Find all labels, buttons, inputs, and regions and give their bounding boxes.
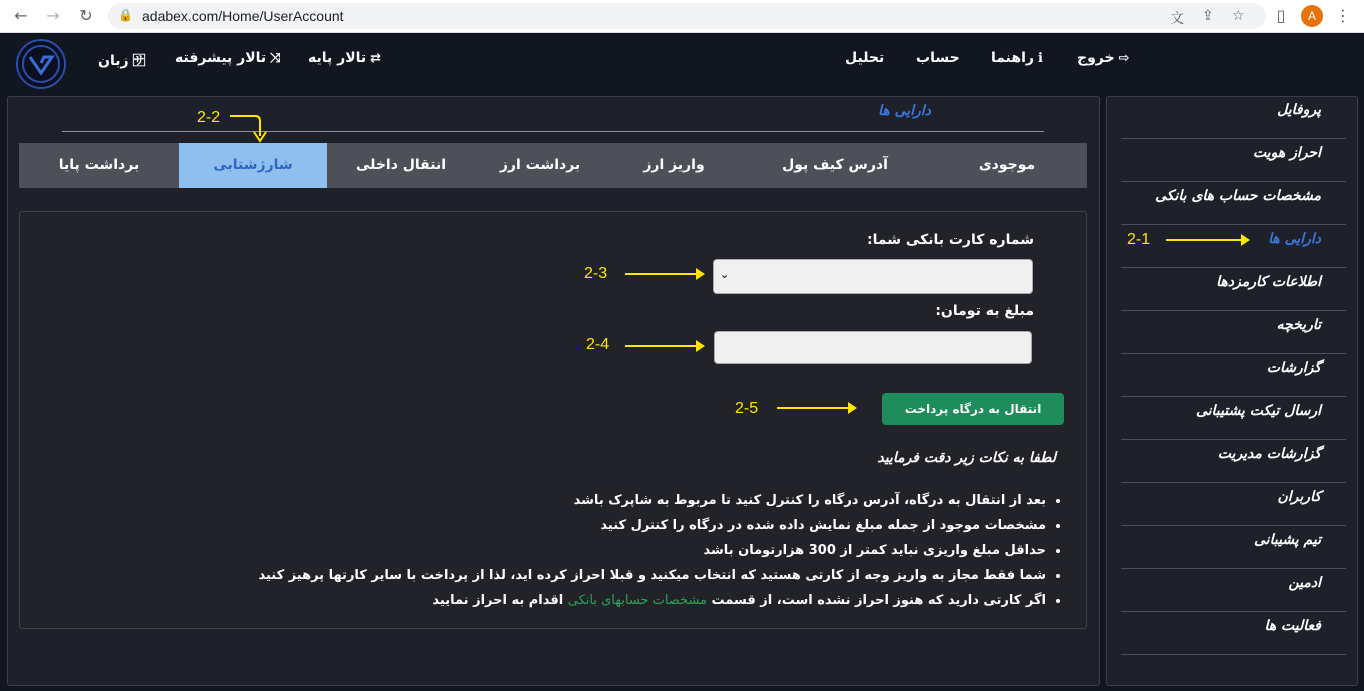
sidebar-item-admin[interactable]: ادمین (1121, 569, 1346, 612)
top-navbar (0, 34, 1364, 90)
logout-icon: ⇨ (1118, 51, 1130, 66)
nav-exit[interactable]: ⇨خروج (1077, 50, 1130, 66)
lock-icon: 🔒 (118, 8, 133, 22)
sidebar-item-profile[interactable]: پروفایل (1121, 96, 1346, 139)
annotation-2-3: 2-3 (584, 265, 608, 282)
annotation-2-4: 2-4 (586, 336, 610, 353)
annotation-2-1: 2-1 (1127, 231, 1151, 248)
list-item: • مشخصات موجود از جمله مبلغ نمایش داده شده در درگاه را کنترل کنید (200, 513, 1046, 538)
bookmark-star-icon[interactable]: ☆ (1232, 8, 1245, 24)
language-icon: 🈂 (132, 54, 146, 69)
translate-icon[interactable]: 文 (1170, 11, 1184, 27)
list-item: • بعد از انتقال به درگاه، آدرس درگاه را کنترل کنید تا مربوط به شاپرک باشد (200, 488, 1046, 513)
amount-input[interactable] (714, 331, 1032, 364)
sidebar-item-reports[interactable]: گزارشات (1121, 354, 1346, 397)
nav-basic-hall[interactable]: ⇄تالار پایه (308, 50, 382, 66)
nav-account[interactable]: حساب (916, 50, 960, 66)
title-divider (62, 131, 1044, 132)
nav-analysis[interactable]: تحلیل (845, 50, 885, 66)
amount-label: مبلغ به تومان: (935, 303, 1034, 319)
reload-icon[interactable]: ↻ (79, 6, 93, 25)
annotation-arrow-2-5 (777, 407, 855, 409)
tab-withdraw-currency[interactable]: برداشت ارز (499, 157, 581, 173)
annotation-arrow-2-1 (1166, 239, 1248, 241)
tab-deposit-currency[interactable]: واریز ارز (643, 157, 705, 173)
sidebar-item-support-team[interactable]: تیم پشیبانی (1121, 526, 1346, 569)
nav-language[interactable]: 🈂زبان (98, 53, 146, 69)
tab-paya-withdraw[interactable]: برداشت پایا (58, 157, 140, 173)
notes-list (200, 488, 1068, 613)
card-number-select[interactable] (713, 259, 1033, 294)
tab-internal-transfer[interactable]: انتقال داخلی (355, 157, 447, 173)
pay-gateway-button[interactable]: انتقال به درگاه پرداخت (882, 393, 1064, 425)
sidebar-item-history[interactable]: تاریخچه (1121, 311, 1346, 354)
nav-advanced-hall[interactable]: ⤨تالار پیشرفته (175, 50, 281, 66)
sidebar-item-ticket[interactable]: ارسال تیکت پشتیبانی (1121, 397, 1346, 440)
tab-fast-charge[interactable]: شارژشتابی (179, 143, 327, 188)
list-item: • شما فقط مجاز به واریز وجه از کارتی هستید که انتخاب میکنید و قبلا احراز کرده اید، لذا از پرداخت با سایر کارتها پرهیز کنید (200, 563, 1046, 588)
chevron-down-icon: ⌄ (720, 268, 730, 281)
sidebar-item-activities[interactable]: فعالیت ها (1121, 612, 1346, 655)
page-title: دارایی ها (878, 103, 931, 119)
tab-wallet-address[interactable]: آدرس کیف پول (782, 157, 888, 173)
browser-toolbar (0, 0, 1364, 33)
asset-tabs (19, 143, 1087, 188)
info-icon: ℹ (1037, 51, 1043, 66)
nav-guide[interactable]: ℹراهنما (991, 50, 1043, 66)
card-number-label: شماره کارت بانکی شما: (867, 232, 1034, 248)
annotation-arrow-2-2 (228, 108, 268, 146)
share-icon[interactable]: ⇪ (1202, 8, 1214, 24)
notes-heading: لطفا به نکات زیر دقت فرمایید (877, 450, 1056, 466)
sidebar-item-identity[interactable]: احراز هویت (1121, 139, 1346, 182)
sidebar-item-bank-accounts[interactable]: مشخصات حساب های بانکی (1121, 182, 1346, 225)
list-item: • اگر کارتی دارید که هنوز احراز نشده است، از قسمت مشخصات حسابهای بانکی اقدام به احراز نمایید (200, 588, 1046, 613)
profile-avatar[interactable]: A (1301, 5, 1323, 27)
site-logo[interactable] (16, 39, 66, 89)
sidepanel-icon[interactable]: ▯ (1276, 6, 1286, 25)
shuffle-icon: ⤨ (270, 51, 281, 66)
bank-accounts-link[interactable]: مشخصات حسابهای بانکی (567, 593, 708, 608)
annotation-2-5: 2-5 (735, 400, 759, 417)
forward-arrow-icon[interactable]: → (46, 6, 60, 25)
annotation-2-2: 2-2 (197, 109, 221, 126)
sidebar-item-users[interactable]: کاربران (1121, 483, 1346, 526)
sidebar-item-assets[interactable]: دارایی ها (1121, 225, 1346, 268)
menu-kebab-icon[interactable]: ⋮ (1335, 6, 1351, 25)
annotation-arrow-2-4 (625, 345, 703, 347)
exchange-icon: ⇄ (370, 51, 382, 66)
sidebar-item-fees[interactable]: اطلاعات کارمزدها (1121, 268, 1346, 311)
url-text[interactable]: adabex.com/Home/UserAccount (142, 8, 344, 24)
address-bar[interactable] (108, 3, 1266, 29)
logo-icon (18, 41, 64, 87)
back-arrow-icon[interactable]: ← (14, 6, 28, 25)
annotation-arrow-2-3 (625, 273, 703, 275)
tab-balance[interactable]: موجودی (978, 157, 1036, 173)
list-item: • حداقل مبلغ واریزی نباید کمتر از 300 هزارتومان باشد (200, 538, 1046, 563)
sidebar-item-admin-reports[interactable]: گزارشات مدیریت (1121, 440, 1346, 483)
